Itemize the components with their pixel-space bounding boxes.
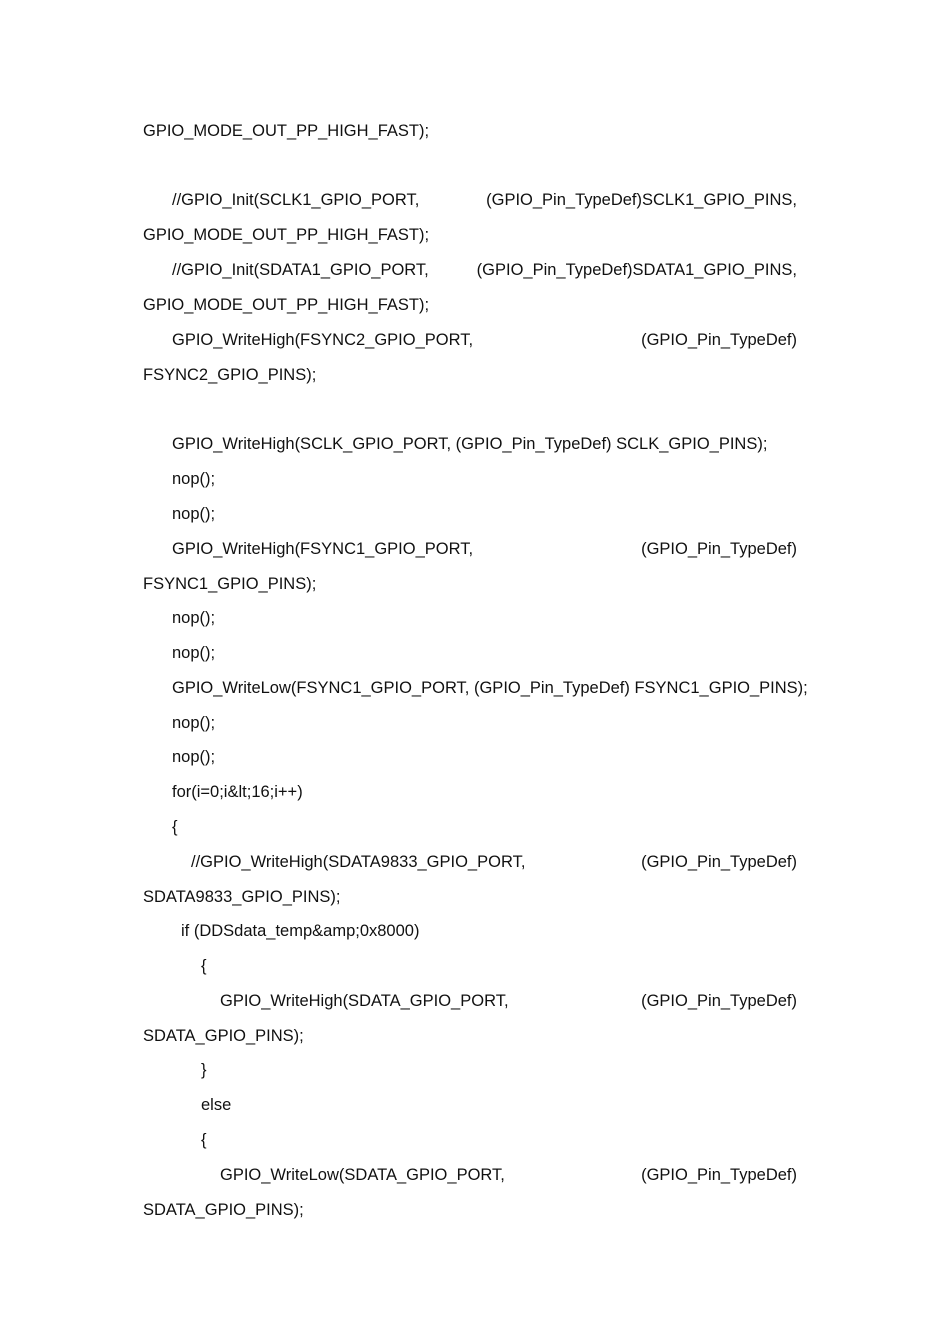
code-line-continuation: (GPIO_Pin_TypeDef)SCLK1_GPIO_PINS, <box>486 191 797 209</box>
code-line: { <box>201 1131 207 1149</box>
code-line: GPIO_MODE_OUT_PP_HIGH_FAST); <box>143 296 430 314</box>
code-line: FSYNC1_GPIO_PINS); <box>143 575 317 593</box>
code-line: GPIO_MODE_OUT_PP_HIGH_FAST); <box>143 226 430 244</box>
code-line: } <box>201 1061 207 1079</box>
code-line: SDATA9833_GPIO_PINS); <box>143 888 341 906</box>
code-line: else <box>201 1096 232 1114</box>
code-line-continuation: (GPIO_Pin_TypeDef) <box>641 853 797 871</box>
code-line: for(i=0;i&lt;16;i++) <box>172 783 303 801</box>
code-line: nop(); <box>172 470 216 488</box>
code-line: //GPIO_WriteHigh(SDATA9833_GPIO_PORT, <box>191 853 526 871</box>
code-line-continuation: (GPIO_Pin_TypeDef)SDATA1_GPIO_PINS, <box>476 261 797 279</box>
code-line: SDATA_GPIO_PINS); <box>143 1201 304 1219</box>
code-line: SDATA_GPIO_PINS); <box>143 1027 304 1045</box>
code-line: GPIO_WriteHigh(FSYNC1_GPIO_PORT, <box>172 540 474 558</box>
code-line: { <box>172 818 178 836</box>
code-line: GPIO_WriteLow(FSYNC1_GPIO_PORT, (GPIO_Pin_TypeDef) FSYNC1_GPIO_PINS); <box>172 679 808 697</box>
code-line: GPIO_WriteLow(SDATA_GPIO_PORT, <box>220 1166 505 1184</box>
code-line: nop(); <box>172 748 216 766</box>
code-line: if (DDSdata_temp&amp;0x8000) <box>181 922 420 940</box>
code-line: GPIO_WriteHigh(SDATA_GPIO_PORT, <box>220 992 509 1010</box>
code-line: GPIO_MODE_OUT_PP_HIGH_FAST); <box>143 122 430 140</box>
code-line: //GPIO_Init(SDATA1_GPIO_PORT, <box>172 261 429 279</box>
code-line-continuation: (GPIO_Pin_TypeDef) <box>641 540 797 558</box>
code-line: GPIO_WriteHigh(FSYNC2_GPIO_PORT, <box>172 331 474 349</box>
code-line: //GPIO_Init(SCLK1_GPIO_PORT, <box>172 191 420 209</box>
code-line: nop(); <box>172 644 216 662</box>
code-line: GPIO_WriteHigh(SCLK_GPIO_PORT, (GPIO_Pin_TypeDef) SCLK_GPIO_PINS); <box>172 435 768 453</box>
code-line: nop(); <box>172 609 216 627</box>
code-line-continuation: (GPIO_Pin_TypeDef) <box>641 1166 797 1184</box>
code-line: { <box>201 957 207 975</box>
code-line-continuation: (GPIO_Pin_TypeDef) <box>641 992 797 1010</box>
code-line: FSYNC2_GPIO_PINS); <box>143 366 317 384</box>
code-line-continuation: (GPIO_Pin_TypeDef) <box>641 331 797 349</box>
code-line: nop(); <box>172 714 216 732</box>
code-line: nop(); <box>172 505 216 523</box>
